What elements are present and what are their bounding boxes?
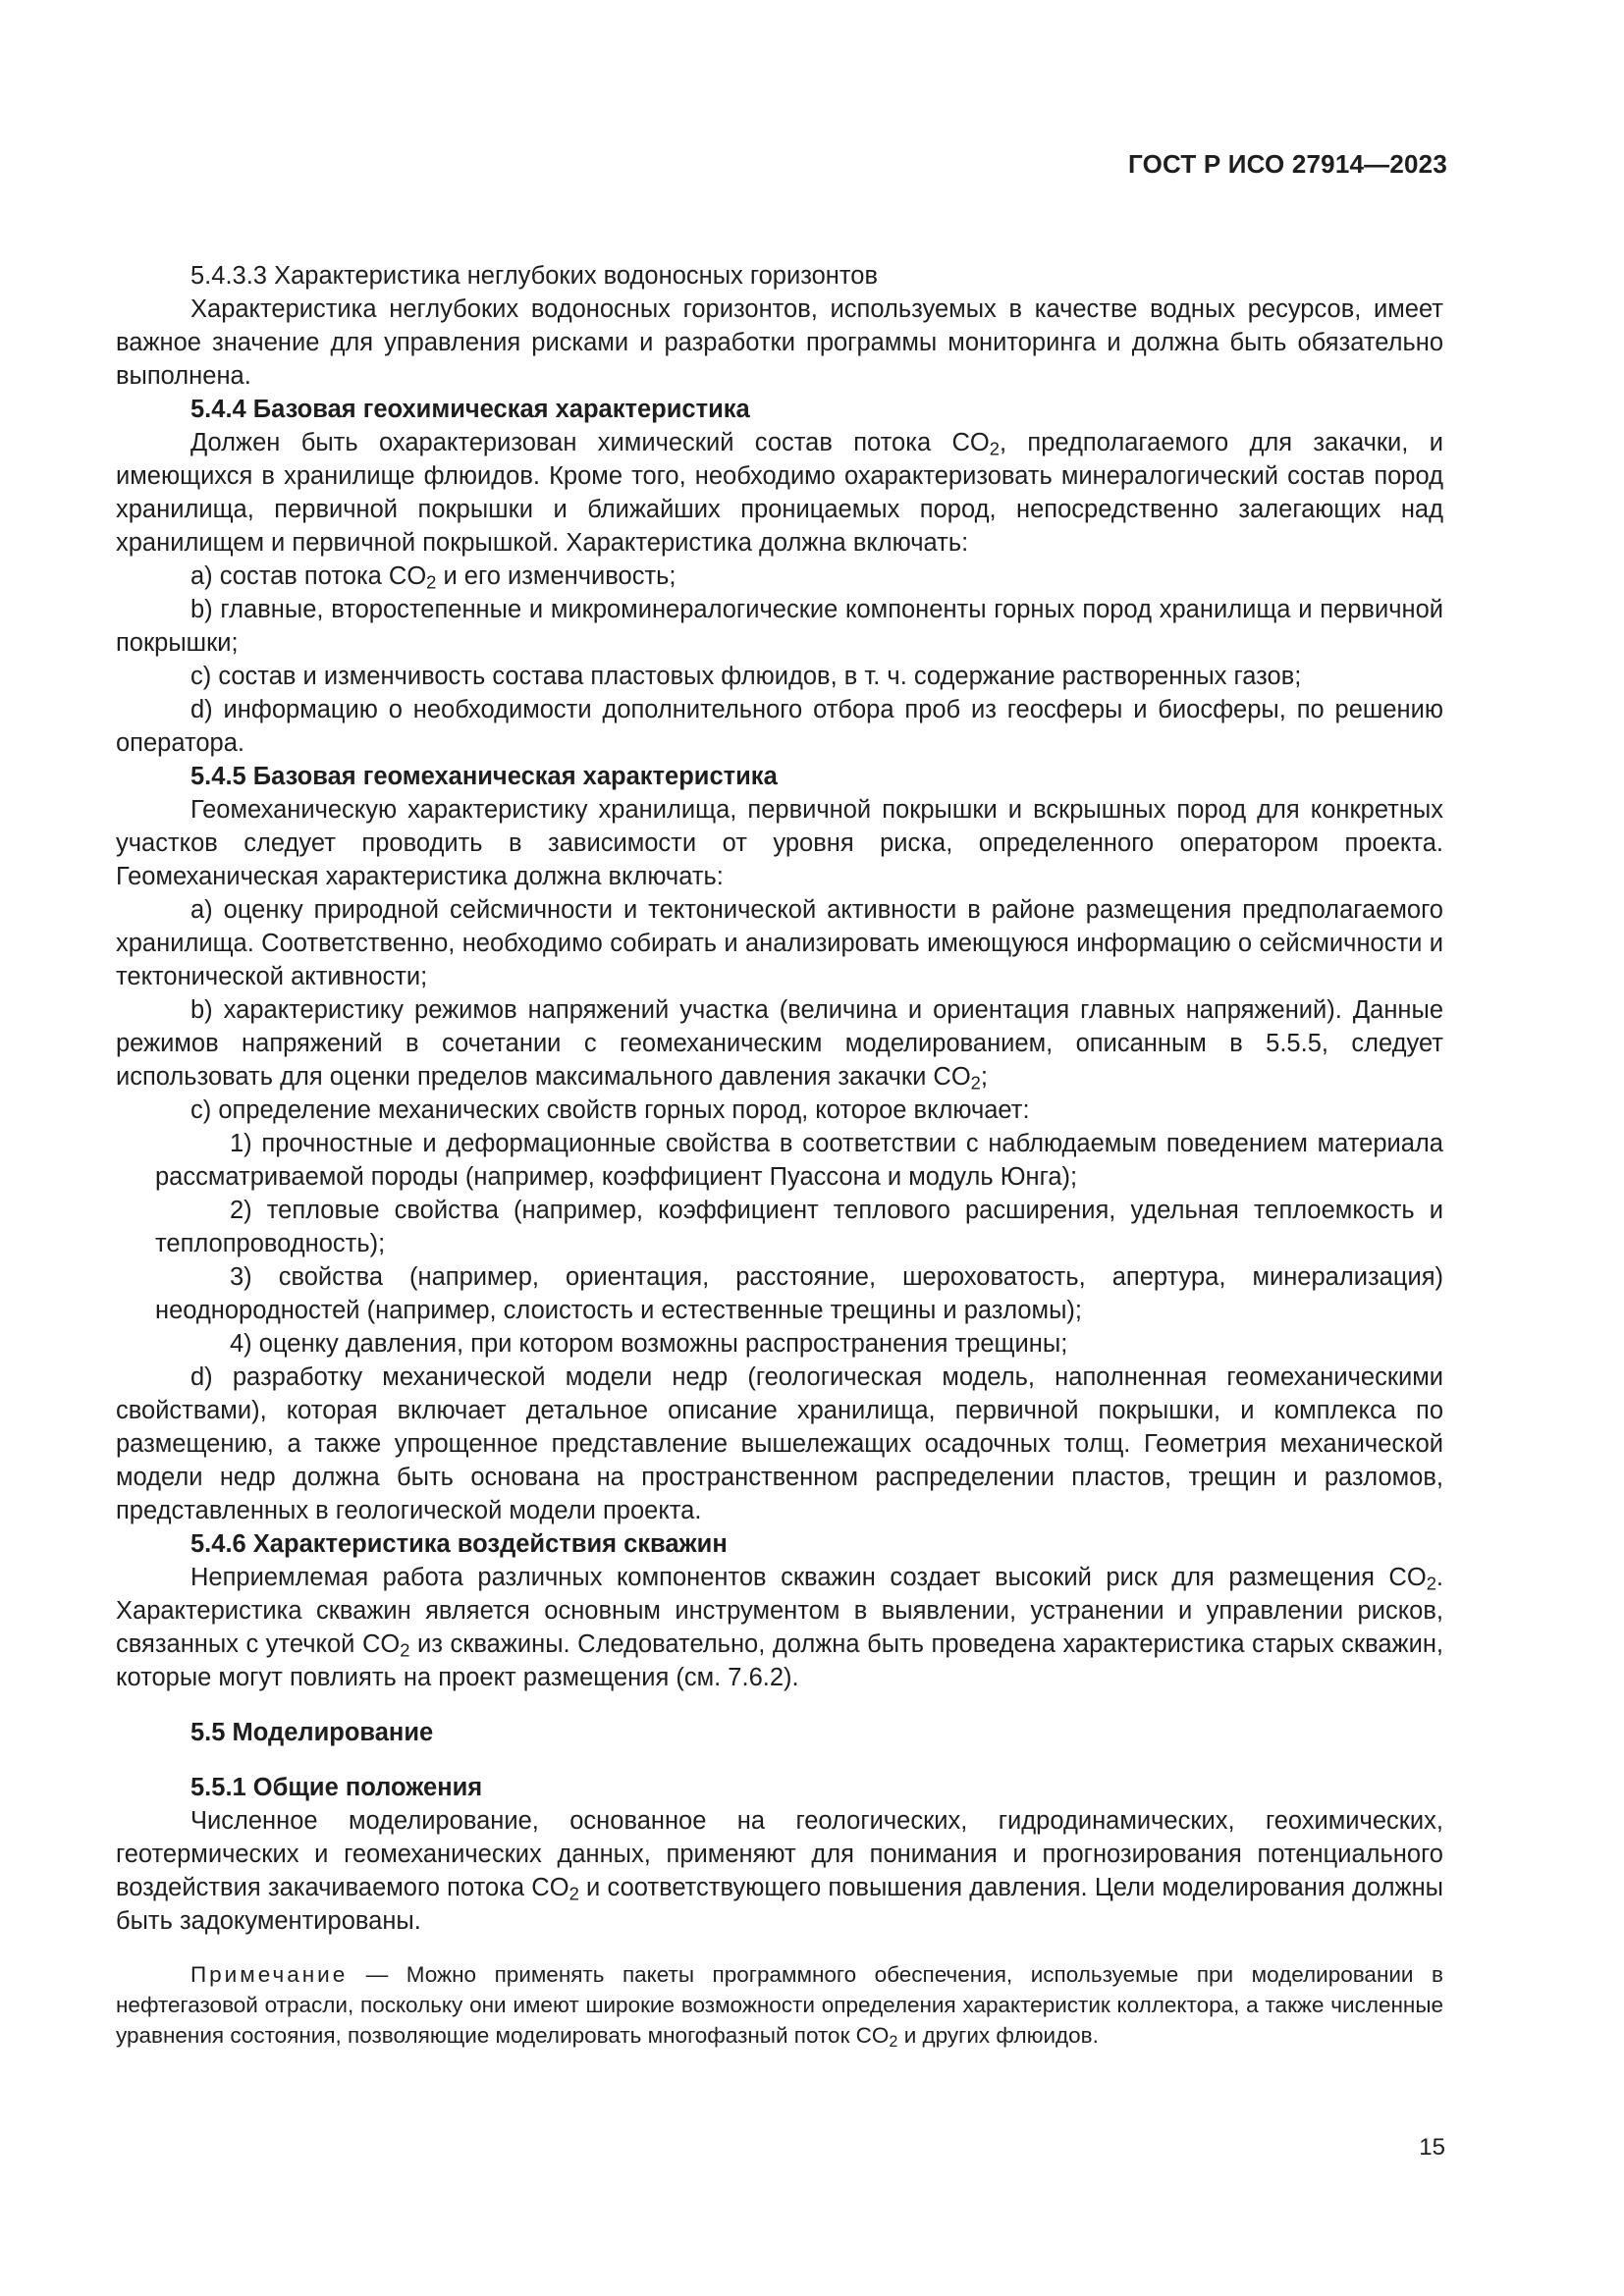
section-5-4-4-item-a: а) состав потока $CO_2$ и его изменчивость; — [190, 562, 677, 593]
section-5-4-5-item-c4: 4) оценку давления, при котором возможны распространения трещины; — [230, 1330, 1068, 1358]
note-label: Примечание — [190, 1962, 349, 1987]
section-5-4-4-item-b: b) главные, второстепенные и микроминералогические компоненты горных пород хранилища и первичной покрышки; — [116, 596, 1443, 657]
document-header: ГОСТ Р ИСО 27914—2023 — [1127, 149, 1447, 179]
page-number: 15 — [1419, 2134, 1445, 2161]
section-5-4-5-item-c2: 2) тепловые свойства (например, коэффициент теплового расширения, удельная теплоемкость и теплопроводность); — [155, 1197, 1443, 1257]
section-5-5-1-text: Численное моделирование, основанное на геологических, гидродинамических, геохимических, геотермических и геомеханических данных, применяют для понимания и прогнозирования потенциального воздействия закачиваемого потока $CO_2$ и соответствующего повышения давления. Цели моделирования должны быть задокументированы. — [116, 1807, 1443, 1935]
section-5-4-4-heading: 5.4.4 Базовая геохимическая характеристика — [190, 396, 750, 423]
document-body — [116, 259, 1443, 2051]
section-5-4-5-item-c3: 3) свойства (например, ориентация, расстояние, шероховатость, апертура, минерализация) неоднородностей (например, слоистость и естественные трещины и разломы); — [155, 1263, 1443, 1324]
section-5-4-6-text: Неприемлемая работа различных компонентов скважин создает высокий риск для размещения $CO_2$. Характеристика скважин является основным инструментом в выявлении, устранении и управлении рисков, связанных с утечкой $CO_2$ из скважины. Следовательно, должна быть проведена характеристика старых скважин, которые могут повлиять на проект размещения (см. 7.6.2). — [116, 1564, 1443, 1691]
section-5-4-5-item-b: b) характеристику режимов напряжений участка (величина и ориентация главных напряжений). Данные режимов напряжений в сочетании с геомеханическим моделированием, описанным в 5.5.5, следует использовать для оценки пределов максимального давления закачки $CO_2$; — [116, 996, 1443, 1094]
section-5-4-3-3-title: 5.4.3.3 Характеристика неглубоких водоносных горизонтов — [190, 262, 879, 290]
section-5-4-5-text: Геомеханическую характеристику хранилища, первичной покрышки и вскрышных пород для конкретных участков следует проводить в зависимости от уровня риска, определенного оператором проекта. Геомеханическая характеристика должна включать: — [116, 796, 1443, 890]
note-paragraph: Примечание — Можно применять пакеты программного обеспечения, используемые при моделировании в нефтегазовой отрасли, поскольку они имеют широкие возможности определения характеристик коллектора, а также численные уравнения состояния, позволяющие моделировать многофазный поток $CO_2$ и других флюидов. — [116, 1962, 1443, 2052]
section-5-4-6-heading: 5.4.6 Характеристика воздействия скважин — [190, 1530, 728, 1558]
section-5-4-5-item-c1: 1) прочностные и деформационные свойства в соответствии с наблюдаемым поведением материала рассматриваемой породы (например, коэффициент Пуассона и модуль Юнга); — [155, 1130, 1443, 1191]
section-5-5-1-heading: 5.5.1 Общие положения — [190, 1774, 483, 1801]
section-5-4-3-3-text: Характеристика неглубоких водоносных горизонтов, используемых в качестве водных ресурсов, имеет важное значение для управления рисками и разработки программы мониторинга и должна быть обязательно выполнена. — [116, 295, 1443, 390]
section-5-4-5-item-c: c) определение механических свойств горных пород, которое включает: — [190, 1096, 1030, 1124]
section-5-4-5-item-a: а) оценку природной сейсмичности и тектонической активности в районе размещения предполагаемого хранилища. Соответственно, необходимо собирать и анализировать имеющуюся информацию о сейсмичности и тектонической активности; — [116, 896, 1443, 990]
section-5-4-5-item-d: d) разработку механической модели недр (геологическая модель, наполненная геомеханическими свойствами), которая включает детальное описание хранилища, первичной покрышки, и комплекса по размещению, а также упрощенное представление вышележащих осадочных толщ. Геометрия механической модели недр должна быть основана на пространственном распределении пластов, трещин и разломов, представленных в геологической модели проекта. — [116, 1363, 1443, 1524]
section-5-4-4-item-c: c) состав и изменчивость состава пластовых флюидов, в т. ч. содержание растворенных газов; — [190, 663, 1302, 690]
section-5-5-heading: 5.5 Моделирование — [190, 1719, 434, 1746]
section-5-4-4-item-d: d) информацию о необходимости дополнительного отбора проб из геосферы и биосферы, по решению оператора. — [116, 696, 1443, 757]
section-5-4-5-heading: 5.4.5 Базовая геомеханическая характеристика — [190, 763, 778, 790]
section-5-4-4-text: Должен быть охарактеризован химический состав потока $CO_2$, предполагаемого для закачки, и имеющихся в хранилище флюидов. Кроме того, необходимо охарактеризовать минералогический состав пород хранилища, первичной покрышки и ближайших проницаемых пород, непосредственно залегающих над хранилищем и первичной покрышкой. Характеристика должна включать: — [116, 429, 1443, 557]
